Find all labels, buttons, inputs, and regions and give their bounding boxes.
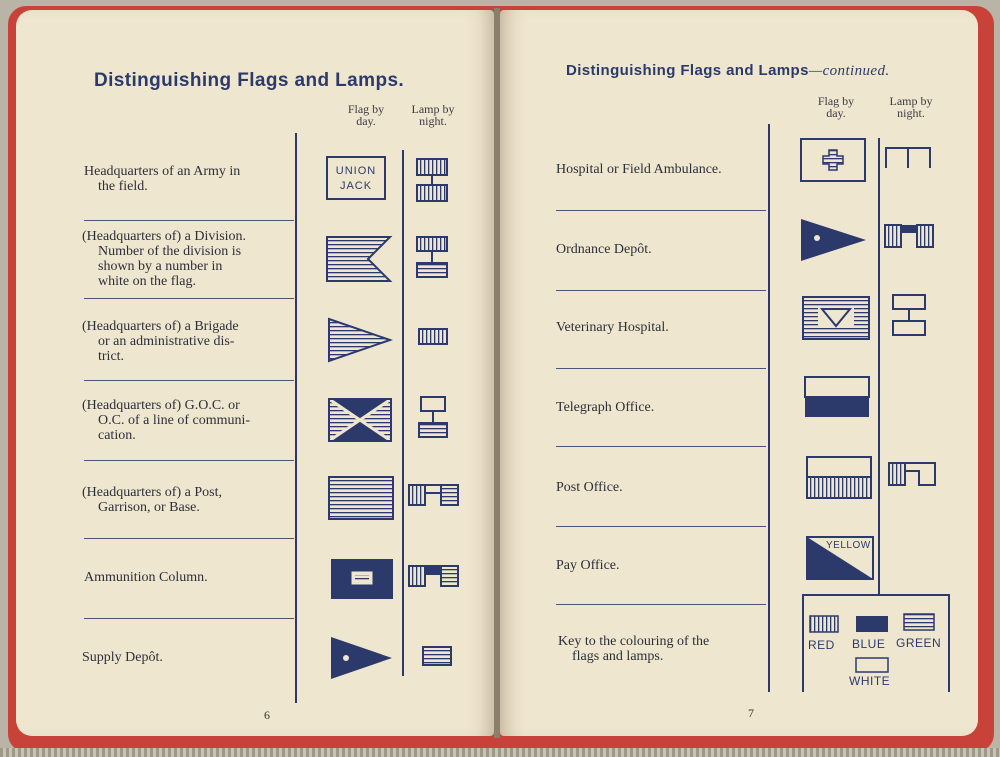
right-column-divider-1 <box>768 124 770 692</box>
left-page-title: Distinguishing Flags and Lamps. <box>94 70 405 91</box>
left-column-divider-1 <box>295 133 297 703</box>
army-lamp-icon <box>416 158 448 202</box>
post-office-flag-icon <box>806 456 872 500</box>
key-green-label: GREEN <box>896 636 942 650</box>
right-entry-ordnance: Ordnance Depôt. <box>556 242 652 257</box>
right-row-rule <box>556 526 766 527</box>
division-flag-icon <box>326 236 392 282</box>
right-entry-post-office: Post Office. <box>556 480 623 495</box>
hospital-flag-icon <box>800 138 866 182</box>
right-entry-veterinary: Veterinary Hospital. <box>556 320 669 335</box>
left-row-rule <box>84 618 294 619</box>
left-col-flag-header: Flag by day. <box>347 102 385 128</box>
supply-lamp-icon <box>422 646 454 668</box>
left-page-number: 6 <box>264 708 270 722</box>
left-entry-brigade: (Headquarters of) a Brigade or an administrative dis- trict. <box>82 319 239 364</box>
supply-pennant-icon <box>330 636 394 680</box>
veterinary-lamp-icon <box>892 294 928 340</box>
left-col-lamp-header: Lamp by night. <box>411 102 455 128</box>
veterinary-flag-icon <box>802 296 870 340</box>
post-office-lamp-icon <box>888 462 938 488</box>
right-entry-key: Key to the colouring of the flags and lamps. <box>558 634 710 664</box>
goc-lamp-icon <box>418 396 450 440</box>
measurement-strip <box>0 748 1000 757</box>
right-entry-hospital: Hospital or Field Ambulance. <box>556 162 722 177</box>
right-col-lamp-header: Lamp by night. <box>889 94 933 120</box>
ordnance-lamp-icon <box>884 224 936 250</box>
right-col-flag-header: Flag by day. <box>817 94 855 120</box>
brigade-pennant-icon <box>328 318 392 362</box>
left-row-rule <box>84 380 294 381</box>
key-white-label: WHITE <box>849 674 891 688</box>
right-row-rule <box>556 446 766 447</box>
ordnance-pennant-icon <box>800 218 868 262</box>
right-column-divider-2 <box>878 138 880 594</box>
right-row-rule <box>556 368 766 369</box>
right-entry-pay-office: Pay Office. <box>556 558 620 573</box>
left-entry-division: (Headquarters of) a Division. Number of the division is shown by a number in white on the flag. <box>82 229 247 289</box>
left-entry-supply: Supply Depôt. <box>82 650 163 665</box>
hospital-lamp-icon <box>884 146 934 170</box>
post-flag-icon <box>328 476 394 520</box>
telegraph-flag-icon <box>804 376 870 418</box>
right-page-number: 7 <box>748 706 754 720</box>
left-column-divider-2 <box>402 150 404 676</box>
ammunition-lamp-icon <box>408 565 460 589</box>
right-page-title: Distinguishing Flags and Lamps—continued. <box>566 62 890 79</box>
right-row-rule <box>556 290 766 291</box>
right-entry-telegraph: Telegraph Office. <box>556 400 655 415</box>
left-row-rule <box>84 298 294 299</box>
left-entry-army: Headquarters of an Army in the field. <box>84 164 241 194</box>
left-row-rule <box>84 460 294 461</box>
left-row-rule <box>84 220 294 221</box>
left-entry-ammunition: Ammunition Column. <box>84 570 208 585</box>
division-lamp-icon <box>416 236 448 280</box>
left-entry-post: (Headquarters of) a Post, Garrison, or Base. <box>82 485 222 515</box>
key-red-label: RED <box>808 638 835 652</box>
yellow-label: YELLOW <box>826 540 871 551</box>
ammunition-flag-icon <box>330 558 394 600</box>
right-row-rule <box>556 604 766 605</box>
brigade-lamp-icon <box>418 328 450 346</box>
post-lamp-icon <box>408 484 460 508</box>
right-row-rule <box>556 210 766 211</box>
goc-flag-icon <box>328 398 392 442</box>
key-blue-label: BLUE <box>852 637 886 651</box>
union-jack-flag: UNION JACK <box>326 156 386 200</box>
left-entry-goc: (Headquarters of) G.O.C. or O.C. of a line of communi- cation. <box>82 398 251 443</box>
left-row-rule <box>84 538 294 539</box>
